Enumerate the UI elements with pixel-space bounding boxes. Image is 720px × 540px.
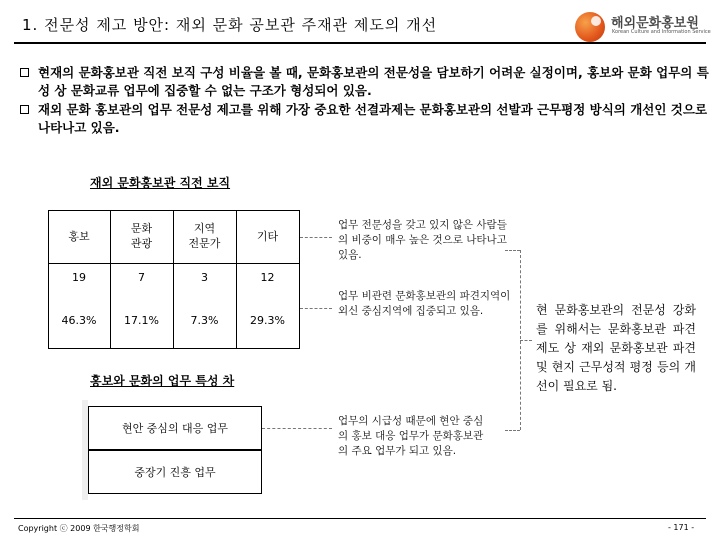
- note-expertise: 업무 전문성을 갖고 있지 않은 사람들의 비중이 매우 높은 것으로 나타나고 있음.: [338, 219, 507, 261]
- conclusion-text: 현 문화홍보관의 전문성 강화를 위해서는 문화홍보관 파견 제도 상 재외 문화홍보관 파견 및 현지 근무성적 평정 등의 개선이 필요로 됨.: [536, 303, 696, 393]
- table-header-cell: 지역 전문가: [188, 222, 221, 250]
- checkbox-bullet-icon: [20, 68, 29, 77]
- table-percent-cell: 46.3%: [61, 314, 97, 327]
- table-count-cell: 12: [260, 271, 275, 284]
- footer-copyright: Copyright ⓒ 2009 한국행정학회: [18, 524, 140, 533]
- bullet-text: 재외 문화 홍보관의 업무 전문성 제고를 위해 가장 중요한 선결과제는 문화홍보관의 선발과 근무평정 방식의 개선인 것으로 나타나고 있음.: [38, 102, 708, 135]
- connector-line: [300, 237, 332, 238]
- table-header-cell: 문화 관광: [130, 222, 153, 250]
- connector-line: [300, 308, 332, 309]
- task-box-current-issues: 현안 중심의 대응 업무: [88, 406, 262, 450]
- table-percent-cell: 29.3%: [250, 314, 285, 327]
- task-box-long-term: 중장기 진흥 업무: [88, 450, 262, 494]
- table-count-cell: 7: [138, 271, 145, 284]
- header-divider: [14, 42, 706, 44]
- page-number: - 171 -: [668, 523, 695, 532]
- note-urgency: 업무의 시급성 때문에 현안 중심의 홍보 대응 업무가 문화홍보관의 주요 업무가 되고 있음.: [338, 415, 484, 457]
- note-dispatch-region: 업무 비관련 문화홍보관의 파견지역이 외신 중심지역에 집중되고 있음.: [338, 290, 511, 317]
- table-percent-cell: 7.3%: [190, 314, 219, 327]
- table-rule: [299, 210, 300, 349]
- table-rule: [48, 210, 300, 211]
- logo-name: 해외문화홍보원: [611, 16, 699, 31]
- table-percent-cell: 17.1%: [124, 314, 159, 327]
- logo-highlight-icon: [591, 16, 601, 26]
- logo-mark-icon: [575, 12, 605, 42]
- footer-divider: [14, 518, 706, 519]
- table-count-cell: 19: [72, 271, 86, 284]
- org-logo: [575, 12, 710, 38]
- connector-line: [262, 428, 332, 429]
- bullet-text: 현재의 문화홍보관 직전 보직 구성 비율을 볼 때, 문화홍보관의 전문성을 담보하기 어려운 실정이며, 홍보와 문화 업무의 특성 상 문화교류 업무에 집중할 수 없는 구조가 형성되어 있음.: [38, 65, 709, 98]
- connector-line: [520, 340, 532, 341]
- checkbox-bullet-icon: [20, 105, 29, 114]
- connector-line: [505, 430, 520, 431]
- page-title: 1. 전문성 제고 방안: 재외 문화 공보관 주재관 제도의 개선: [22, 16, 438, 34]
- section-title-prior-posts: 재외 문화홍보관 직전 보직: [90, 176, 231, 190]
- bullet-item: [20, 101, 710, 137]
- table-header-cell: 기타: [256, 230, 279, 243]
- table-rule: [48, 348, 300, 349]
- section-title-task-difference: 홍보와 문화의 업무 특성 차: [90, 374, 235, 388]
- bullet-item: [20, 64, 710, 100]
- prior-posts-table: [48, 210, 300, 349]
- table-rule: [48, 263, 300, 264]
- logo-subtitle: Korean Culture and Information Service: [612, 29, 711, 35]
- table-count-cell: 3: [201, 271, 208, 284]
- table-header-cell: 홍보: [68, 230, 90, 243]
